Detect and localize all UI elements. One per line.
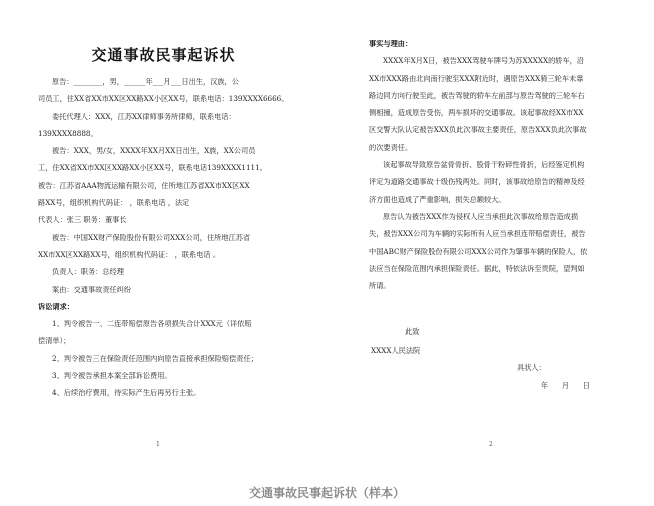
text-line: 所请。 xyxy=(369,282,391,291)
text-line: 原告认为被告XXX作为侵权人应当承担此次事故给原告造成损 xyxy=(383,212,579,221)
text-line: 案由：交通事故责任纠纷 xyxy=(52,285,132,294)
text-line: 被告：江苏省AAA物流运输有限公司，住所地江苏省XX市XX区XX xyxy=(38,181,250,190)
page-1-body xyxy=(38,78,291,407)
text-line: 的次要责任。 xyxy=(369,143,413,152)
text-line: 评定为道路交通事故十级伤残两处。同时，该事故给原告的精神及经 xyxy=(369,178,585,187)
text-line: XXXX年X月X日，被告XXX驾驶车牌号为苏XXXXX的轿车，沿 xyxy=(383,57,585,66)
text-line: 4、后续治疗费用，待实际产生后再另行主张。 xyxy=(52,389,201,398)
text-line: 中国ABC财产保险股份有限公司XXX公司作为肇事车辆的保险人，依 xyxy=(369,247,588,256)
document-page-2 xyxy=(327,0,654,470)
text-line: XX市XXX路由北向南行驶至XXX附近时，遇原告XXX骑三轮车未靠 xyxy=(369,74,584,83)
page-number: 1 xyxy=(156,441,160,448)
text-line: 失，被告XXX公司为车辆的实际所有人应当承担连带赔偿责任，被告 xyxy=(369,230,586,239)
closing-salutation: 此致 xyxy=(405,327,420,336)
text-line: 被告：中国XX财产保险股份有限公司XXX公司，住所地江苏省 xyxy=(52,233,251,242)
text-line: XX市XX区XX路XX号，组织机构代码证： ，联系电话 。 xyxy=(38,250,221,259)
text-line: 偿清单）； xyxy=(38,337,71,346)
sample-caption: 交通事故民事起诉状（样本） xyxy=(248,486,405,500)
plaintiff-signature-label: 具状人： xyxy=(517,363,546,372)
text-line: 2、判令被告三在保险责任范围内向原告直接承担保险赔偿责任； xyxy=(52,354,258,363)
text-line: 路XX号，组织机构代码证： ，联系电话 ，法定 xyxy=(38,199,190,208)
text-line: 代表人：张三 职务：董事长 xyxy=(38,216,127,225)
text-line: 司员工，住XX省XX市XX区XX路XX小区XX号，联系电话：139XXXX6666。 xyxy=(38,95,289,104)
document-title: 交通事故民事起诉状 xyxy=(91,46,236,64)
text-line: 路边同方向行驶至此，被告驾驶的轿车左前部与原告驾驶的三轮车右 xyxy=(369,91,585,100)
text-line: 法应当在保险范围内承担保险责任。据此，特依法诉至贵院，望判如 xyxy=(369,264,585,273)
text-line: 1、判令被告一、二连带赔偿原告各项损失合计XXX元（详依赔 xyxy=(52,320,252,329)
text-line: 负责人：职务：总经理 xyxy=(52,268,124,277)
text-line: 委托代理人：XXX，江苏XX律师事务所律师，联系电话： xyxy=(52,112,236,121)
page-number: 2 xyxy=(489,441,493,448)
text-line: 区交警大队认定被告XXX负此次事故主要责任，原告XXX负此次事故 xyxy=(369,126,587,135)
text-line: 3、判令被告承担本案全部诉讼费用。 xyxy=(52,372,172,381)
text-line: 被告：XXX，男/女，XXXX年XX月XX日出生，X族，XX公司员 xyxy=(52,147,256,156)
section-heading: 诉讼请求： xyxy=(38,302,74,311)
text-line: 该起事故导致原告盆骨骨折、股骨干粉碎性骨折，后经鉴定机构 xyxy=(383,161,585,170)
page-2-body xyxy=(369,40,614,299)
text-line: 工，住XX省XX市XX区XX路XX小区XX号，联系电话139XXXX1111。 xyxy=(38,164,267,173)
text-line: 济方面也造成了严重影响，损失总额较大。 xyxy=(369,195,506,204)
date-line: 年 月 日 xyxy=(541,381,590,390)
section-heading: 事实与理由： xyxy=(369,40,413,48)
text-line: 原告：________，男，______年___月___日出生，汉族，公 xyxy=(52,78,239,86)
court-name: XXXX人民法院 xyxy=(371,346,421,355)
text-line: 侧相撞，造成原告受伤，两车损坏的交通事故。该起事故经XX市XX xyxy=(369,109,584,118)
text-line: 139XXXX8888。 xyxy=(38,129,98,138)
document-page-1 xyxy=(0,0,327,470)
